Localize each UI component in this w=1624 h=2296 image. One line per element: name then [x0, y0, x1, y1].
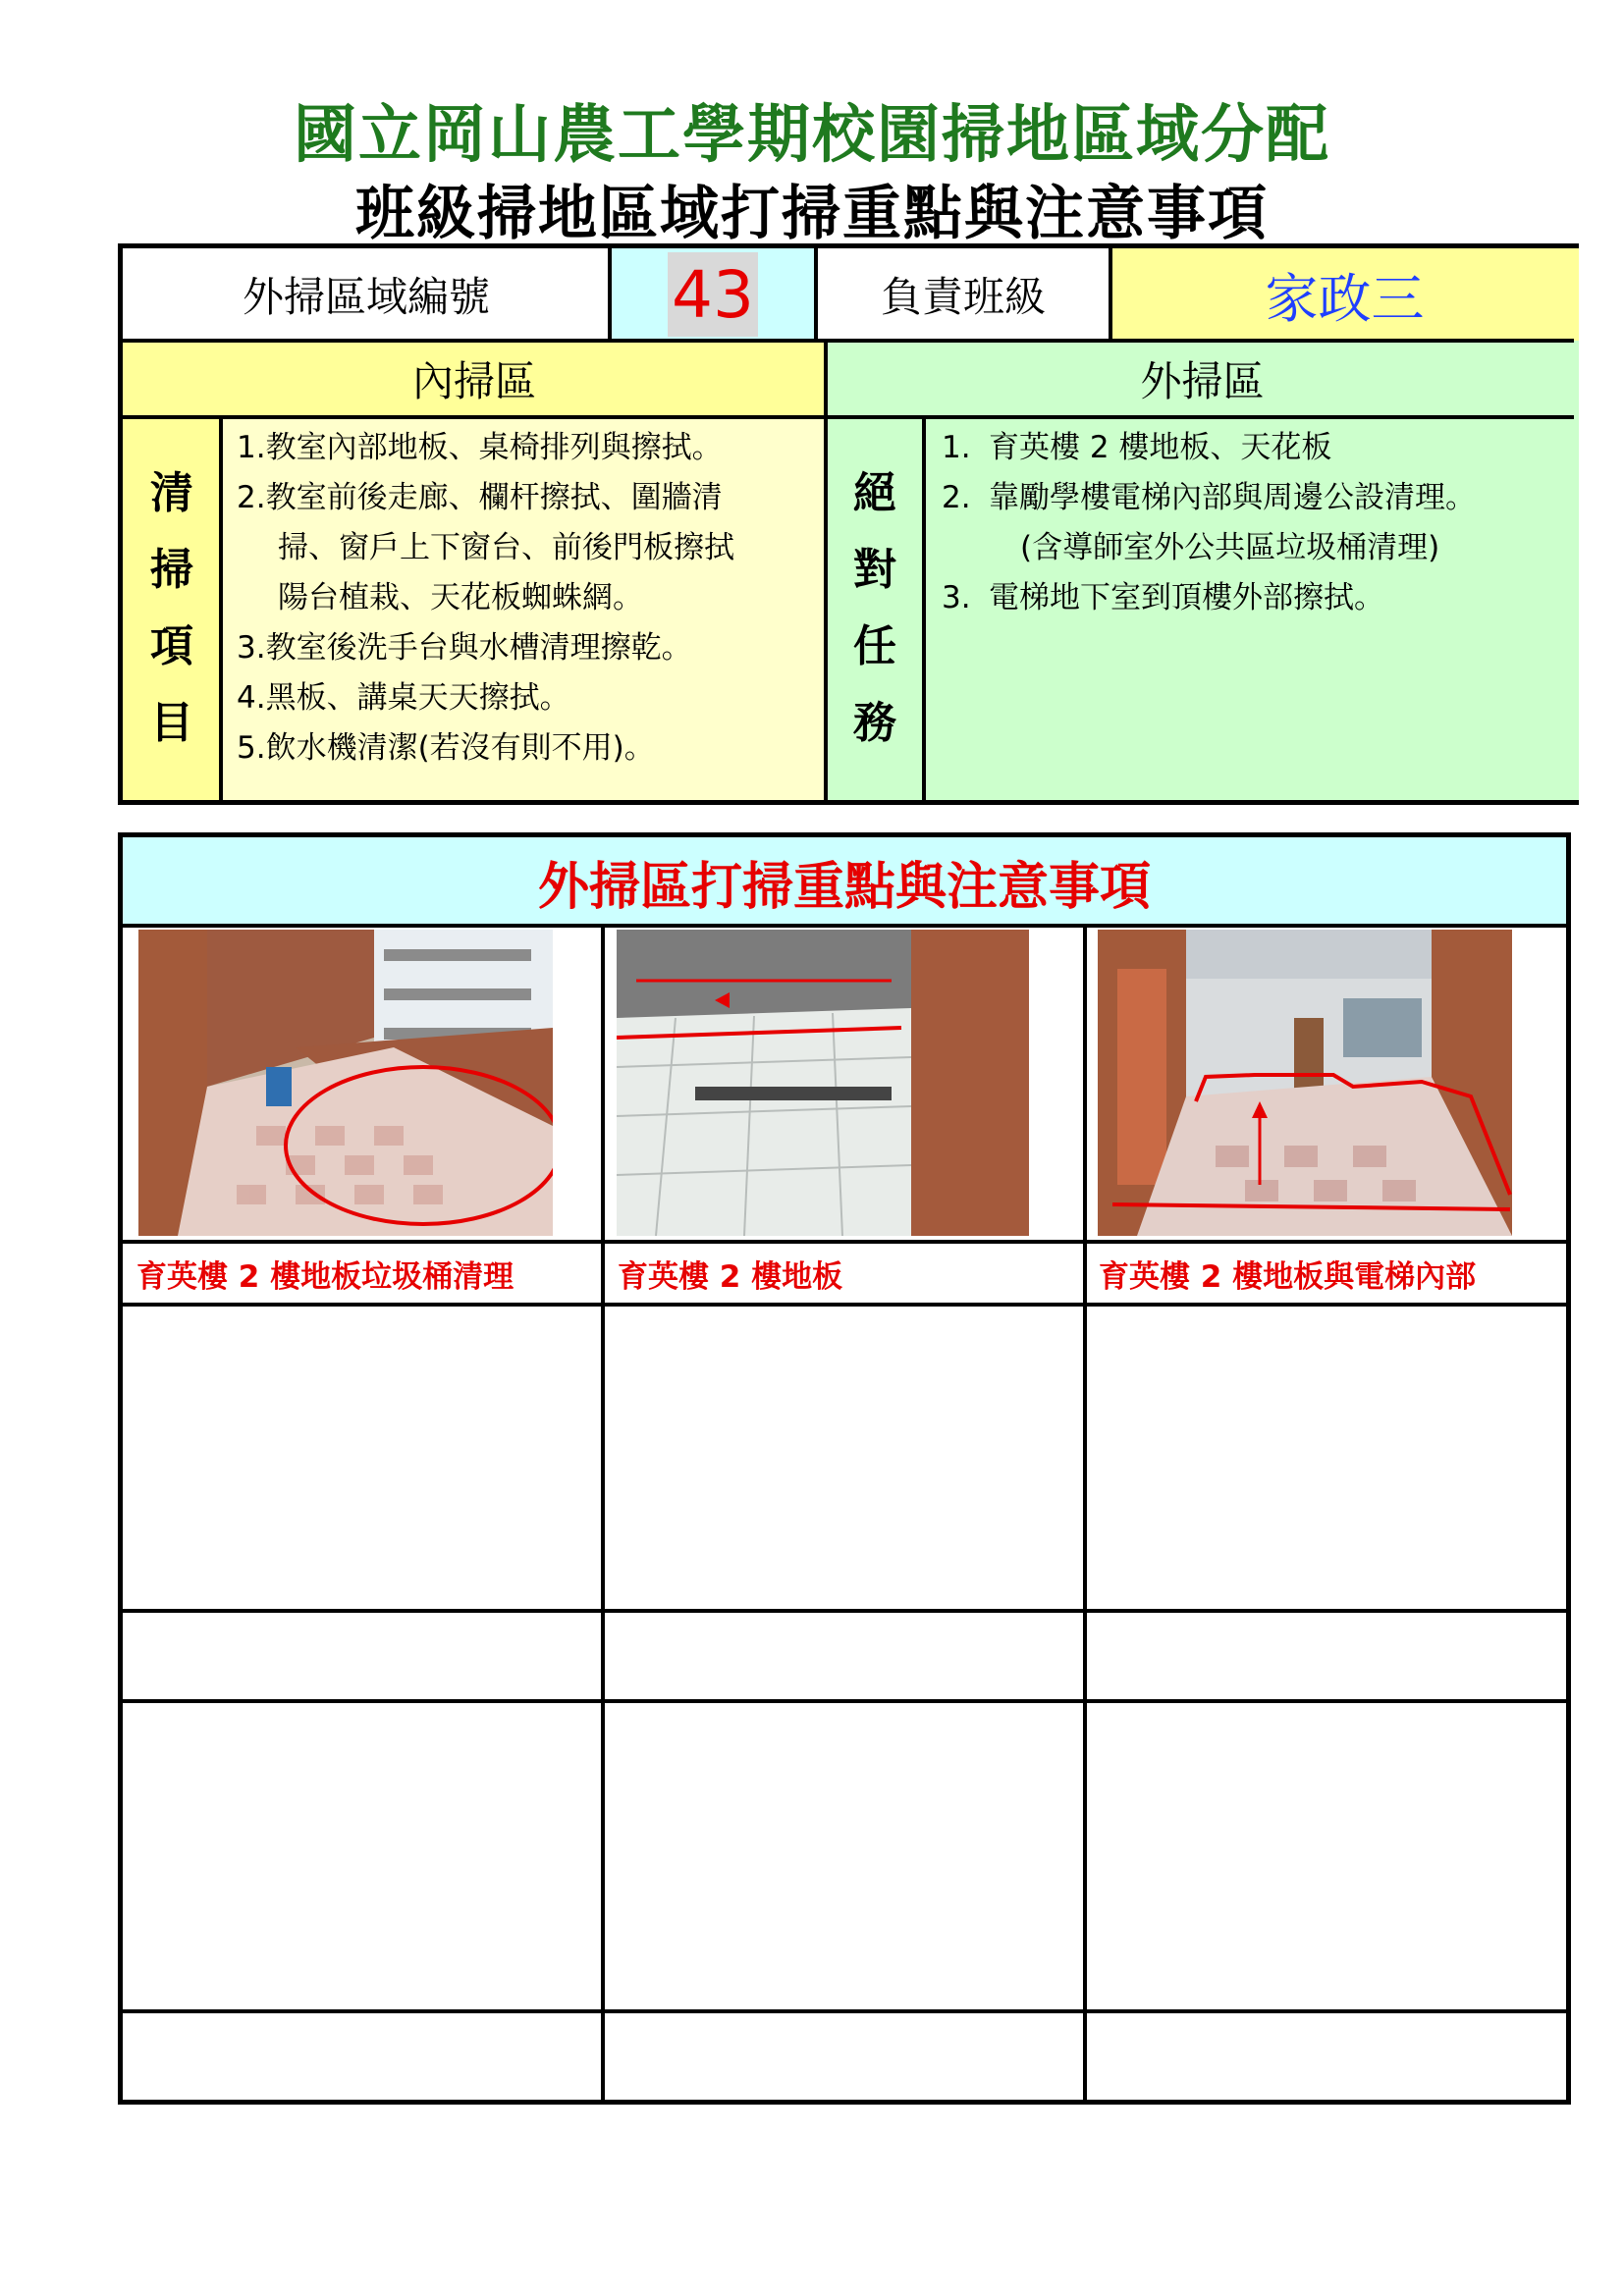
class-name: 家政三 — [1110, 248, 1579, 341]
notes-title: 外掃區打掃重點與注意事項 — [123, 837, 1566, 926]
list-item: 3.教室後洗手台與水槽清理擦乾。 — [237, 630, 692, 666]
inner-side-label — [123, 417, 221, 800]
outer-area-header: 外掃區 — [826, 341, 1579, 417]
photo-floor-trash — [138, 930, 553, 1236]
list-item: 2. 靠勵學樓電梯內部與周邊公設清理。 — [942, 480, 1476, 515]
list-item: 1.教室內部地板、桌椅排列與擦拭。 — [237, 430, 723, 465]
side-char: 對 — [853, 545, 896, 595]
list-item: 2.教室前後走廊、欄杆擦拭、圍牆清 — [237, 480, 723, 515]
photo-floor — [617, 930, 1029, 1236]
side-char: 任 — [853, 621, 896, 671]
list-item: (含導師室外公共區垃圾桶清理) — [1020, 530, 1440, 565]
area-number: 43 — [668, 252, 758, 337]
page-subtitle: 班級掃地區域打掃重點與注意事項 — [355, 180, 1269, 248]
side-char: 掃 — [150, 545, 193, 595]
inner-task-list — [221, 417, 826, 800]
outer-side-label — [826, 417, 924, 800]
list-item: 5.飲水機清潔(若沒有則不用)。 — [237, 730, 655, 766]
list-item: 1. 育英樓 2 樓地板、天花板 — [942, 430, 1332, 465]
class-label: 負責班級 — [880, 273, 1046, 321]
area-number-label: 外掃區域編號 — [242, 273, 490, 321]
side-char: 清 — [150, 468, 193, 518]
list-item: 4.黑板、講桌天天擦拭。 — [237, 680, 570, 716]
outer-task-list — [924, 417, 1579, 800]
list-item: 陽台植栽、天花板蜘蛛網。 — [278, 580, 643, 615]
photo-caption: 育英樓 2 樓地板垃圾桶清理 — [136, 1258, 514, 1295]
notes-table — [118, 832, 1571, 2105]
photo-caption: 育英樓 2 樓地板 — [618, 1258, 843, 1295]
area-number-cell — [610, 248, 816, 341]
page-title: 國立岡山農工學期校園掃地區域分配 — [294, 99, 1330, 172]
side-char: 項 — [150, 621, 193, 671]
inner-area-header: 內掃區 — [123, 341, 826, 417]
photo-floor-elevator — [1098, 930, 1512, 1236]
photo-caption: 育英樓 2 樓地板與電梯內部 — [1099, 1258, 1477, 1295]
assignment-table — [118, 243, 1579, 805]
side-char: 務 — [853, 698, 896, 748]
list-item: 掃、窗戶上下窗台、前後門板擦拭 — [278, 530, 734, 565]
side-char: 絕 — [853, 468, 896, 518]
side-char: 目 — [150, 698, 193, 748]
list-item: 3. 電梯地下室到頂樓外部擦拭。 — [942, 580, 1384, 615]
